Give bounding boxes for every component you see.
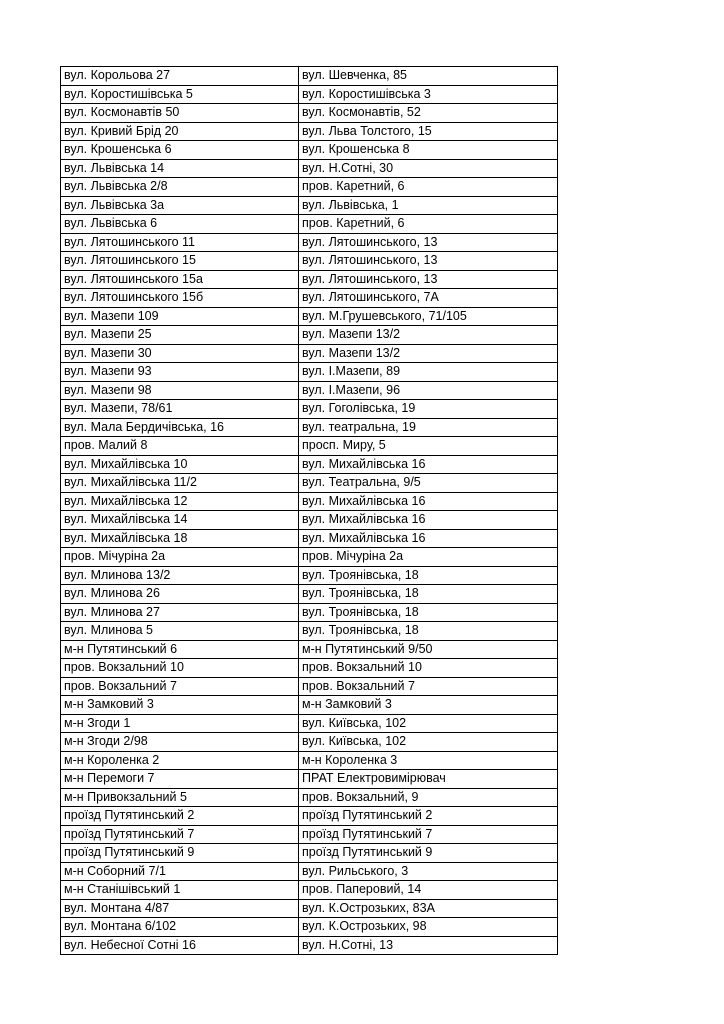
table-row	[61, 844, 558, 863]
table-row	[61, 918, 558, 937]
source-address-cell: пров. Вокзальний 7	[61, 677, 299, 696]
source-address-cell: вул. Михайлівська 11/2	[61, 474, 299, 493]
target-address-cell: вул. Льва Толстого, 15	[299, 122, 558, 141]
table-row	[61, 770, 558, 789]
source-address-cell: вул. Львівська 3а	[61, 196, 299, 215]
target-address-cell: вул. Рильського, 3	[299, 862, 558, 881]
source-address-cell: вул. Млинова 5	[61, 622, 299, 641]
target-address-cell: вул. Шевченка, 85	[299, 67, 558, 86]
target-address-cell: м-н Путятинський 9/50	[299, 640, 558, 659]
source-address-cell: вул. Коростишівська 5	[61, 85, 299, 104]
target-address-cell: вул. Троянівська, 18	[299, 622, 558, 641]
target-address-cell: вул. Театральна, 9/5	[299, 474, 558, 493]
source-address-cell: вул. Монтана 4/87	[61, 899, 299, 918]
table-row	[61, 566, 558, 585]
target-address-cell: пров. Вокзальний 7	[299, 677, 558, 696]
source-address-cell: вул. Небесної Сотні 16	[61, 936, 299, 955]
target-address-cell: вул. Гоголівська, 19	[299, 400, 558, 419]
target-address-cell: пров. Вокзальний, 9	[299, 788, 558, 807]
table-row	[61, 363, 558, 382]
source-address-cell: м-н Соборний 7/1	[61, 862, 299, 881]
source-address-cell: вул. Михайлівська 10	[61, 455, 299, 474]
source-address-cell: вул. Лятошинського 15а	[61, 270, 299, 289]
table-row	[61, 733, 558, 752]
table-row	[61, 492, 558, 511]
source-address-cell: вул. Мазепи 93	[61, 363, 299, 382]
source-address-cell: проїзд Путятинський 9	[61, 844, 299, 863]
source-address-cell: м-н Путятинський 6	[61, 640, 299, 659]
source-address-cell: пров. Вокзальний 10	[61, 659, 299, 678]
target-address-cell: вул. театральна, 19	[299, 418, 558, 437]
target-address-cell: вул. Троянівська, 18	[299, 603, 558, 622]
source-address-cell: вул. Мазепи, 78/61	[61, 400, 299, 419]
table-row	[61, 899, 558, 918]
table-row	[61, 307, 558, 326]
address-table	[60, 66, 558, 955]
source-address-cell: вул. Михайлівська 18	[61, 529, 299, 548]
target-address-cell: вул. Київська, 102	[299, 714, 558, 733]
table-row	[61, 474, 558, 493]
table-row	[61, 141, 558, 160]
table-row	[61, 696, 558, 715]
table-row	[61, 603, 558, 622]
target-address-cell: вул. Лятошинського, 7А	[299, 289, 558, 308]
target-address-cell: вул. Крошенська 8	[299, 141, 558, 160]
table-row	[61, 67, 558, 86]
table-row	[61, 418, 558, 437]
target-address-cell: пров. Каретний, 6	[299, 178, 558, 197]
source-address-cell: вул. Львівська 14	[61, 159, 299, 178]
table-row	[61, 640, 558, 659]
target-address-cell: вул. Коростишівська 3	[299, 85, 558, 104]
source-address-cell: м-н Замковий 3	[61, 696, 299, 715]
target-address-cell: проїзд Путятинський 9	[299, 844, 558, 863]
source-address-cell: вул. Крошенська 6	[61, 141, 299, 160]
source-address-cell: вул. Мазепи 109	[61, 307, 299, 326]
table-row	[61, 159, 558, 178]
target-address-cell: вул. Мазепи 13/2	[299, 344, 558, 363]
source-address-cell: вул. Михайлівська 14	[61, 511, 299, 530]
table-row	[61, 825, 558, 844]
source-address-cell: вул. Мазепи 98	[61, 381, 299, 400]
target-address-cell: вул. Космонавтів, 52	[299, 104, 558, 123]
target-address-cell: вул. К.Острозьких, 98	[299, 918, 558, 937]
table-row	[61, 659, 558, 678]
target-address-cell: проїзд Путятинський 7	[299, 825, 558, 844]
target-address-cell: вул. Н.Сотні, 13	[299, 936, 558, 955]
target-address-cell: вул. Н.Сотні, 30	[299, 159, 558, 178]
target-address-cell: вул. Михайлівська 16	[299, 511, 558, 530]
source-address-cell: пров. Мічуріна 2а	[61, 548, 299, 567]
table-row	[61, 122, 558, 141]
target-address-cell: вул. Михайлівська 16	[299, 455, 558, 474]
source-address-cell: вул. Львівська 2/8	[61, 178, 299, 197]
table-row	[61, 585, 558, 604]
source-address-cell: вул. Корольова 27	[61, 67, 299, 86]
table-row	[61, 270, 558, 289]
table-row	[61, 455, 558, 474]
table-row	[61, 529, 558, 548]
target-address-cell: пров. Паперовий, 14	[299, 881, 558, 900]
target-address-cell: м-н Короленка 3	[299, 751, 558, 770]
table-row	[61, 437, 558, 456]
target-address-cell: вул. К.Острозьких, 83А	[299, 899, 558, 918]
source-address-cell: вул. Мала Бердичівська, 16	[61, 418, 299, 437]
target-address-cell: вул. Троянівська, 18	[299, 585, 558, 604]
source-address-cell: вул. Лятошинського 15	[61, 252, 299, 271]
source-address-cell: м-н Привокзальний 5	[61, 788, 299, 807]
target-address-cell: пров. Мічуріна 2а	[299, 548, 558, 567]
table-row	[61, 881, 558, 900]
table-row	[61, 178, 558, 197]
source-address-cell: м-н Згоди 1	[61, 714, 299, 733]
target-address-cell: вул. Троянівська, 18	[299, 566, 558, 585]
target-address-cell: вул. Михайлівська 16	[299, 492, 558, 511]
source-address-cell: вул. Мазепи 25	[61, 326, 299, 345]
target-address-cell: вул. М.Грушевського, 71/105	[299, 307, 558, 326]
target-address-cell: вул. Лятошинського, 13	[299, 252, 558, 271]
target-address-cell: пров. Вокзальний 10	[299, 659, 558, 678]
table-row	[61, 85, 558, 104]
source-address-cell: пров. Малий 8	[61, 437, 299, 456]
table-row	[61, 104, 558, 123]
source-address-cell: вул. Михайлівська 12	[61, 492, 299, 511]
table-row	[61, 381, 558, 400]
source-address-cell: вул. Кривий Брід 20	[61, 122, 299, 141]
table-row	[61, 677, 558, 696]
source-address-cell: вул. Космонавтів 50	[61, 104, 299, 123]
table-row	[61, 196, 558, 215]
source-address-cell: проїзд Путятинський 7	[61, 825, 299, 844]
table-row	[61, 326, 558, 345]
address-table-body	[61, 67, 558, 955]
source-address-cell: м-н Станішівський 1	[61, 881, 299, 900]
source-address-cell: вул. Лятошинського 15б	[61, 289, 299, 308]
target-address-cell: вул. Львівська, 1	[299, 196, 558, 215]
target-address-cell: вул. Київська, 102	[299, 733, 558, 752]
source-address-cell: вул. Монтана 6/102	[61, 918, 299, 937]
source-address-cell: м-н Згоди 2/98	[61, 733, 299, 752]
table-row	[61, 751, 558, 770]
source-address-cell: м-н Перемоги 7	[61, 770, 299, 789]
table-row	[61, 807, 558, 826]
table-row	[61, 788, 558, 807]
target-address-cell: пров. Каретний, 6	[299, 215, 558, 234]
table-row	[61, 936, 558, 955]
table-row	[61, 622, 558, 641]
source-address-cell: вул. Лятошинського 11	[61, 233, 299, 252]
target-address-cell: проїзд Путятинський 2	[299, 807, 558, 826]
table-row	[61, 511, 558, 530]
target-address-cell: м-н Замковий 3	[299, 696, 558, 715]
table-row	[61, 548, 558, 567]
target-address-cell: вул. Мазепи 13/2	[299, 326, 558, 345]
target-address-cell: просп. Миру, 5	[299, 437, 558, 456]
source-address-cell: проїзд Путятинський 2	[61, 807, 299, 826]
table-row	[61, 289, 558, 308]
target-address-cell: вул. Лятошинського, 13	[299, 233, 558, 252]
target-address-cell: вул. І.Мазепи, 96	[299, 381, 558, 400]
target-address-cell: вул. Михайлівська 16	[299, 529, 558, 548]
source-address-cell: вул. Млинова 26	[61, 585, 299, 604]
target-address-cell: вул. І.Мазепи, 89	[299, 363, 558, 382]
target-address-cell: вул. Лятошинського, 13	[299, 270, 558, 289]
table-row	[61, 344, 558, 363]
table-row	[61, 400, 558, 419]
table-row	[61, 233, 558, 252]
source-address-cell: м-н Короленка 2	[61, 751, 299, 770]
source-address-cell: вул. Львівська 6	[61, 215, 299, 234]
table-row	[61, 862, 558, 881]
source-address-cell: вул. Млинова 13/2	[61, 566, 299, 585]
table-row	[61, 215, 558, 234]
table-row	[61, 714, 558, 733]
source-address-cell: вул. Мазепи 30	[61, 344, 299, 363]
source-address-cell: вул. Млинова 27	[61, 603, 299, 622]
target-address-cell: ПРАТ Електровимірювач	[299, 770, 558, 789]
table-row	[61, 252, 558, 271]
